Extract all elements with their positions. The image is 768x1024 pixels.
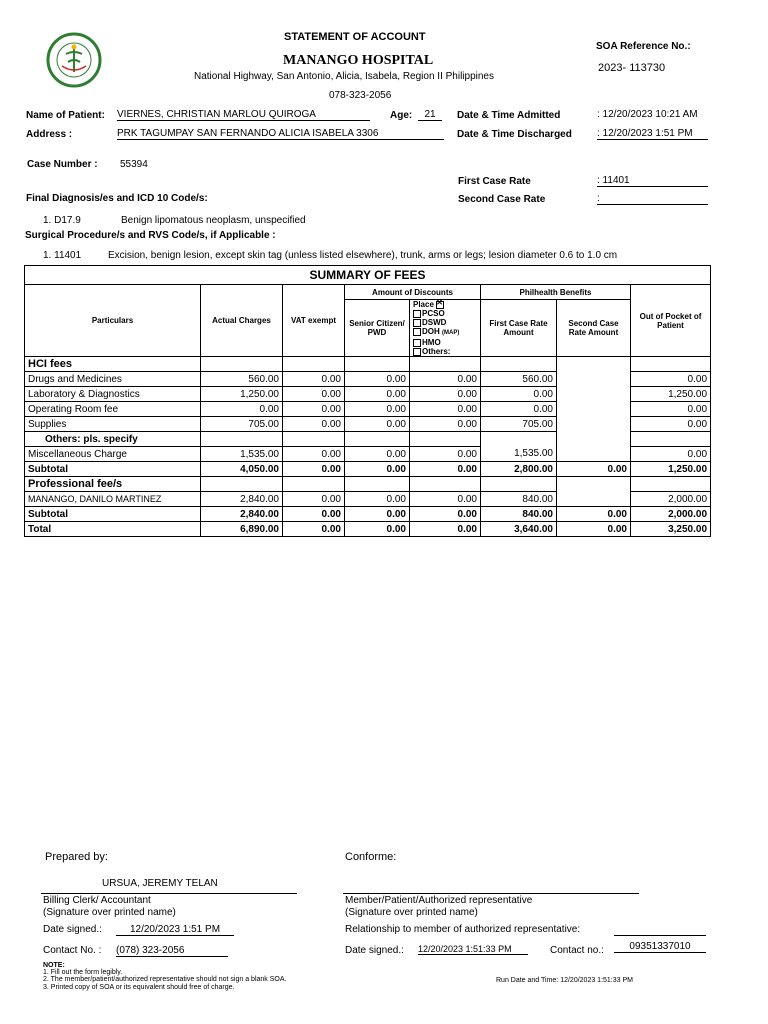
- patient-name-label: Name of Patient:: [26, 110, 105, 121]
- second-case-rate-value: :: [597, 193, 708, 205]
- conforme-label: Conforme:: [345, 851, 397, 863]
- fees-title: SUMMARY OF FEES: [25, 266, 711, 285]
- pcso-checkbox: [413, 310, 421, 318]
- col-first-case-rate: First Case Rate Amount: [481, 300, 557, 357]
- prepared-role: Billing Clerk/ Accountant: [43, 895, 151, 906]
- run-date: Run Date and Time: 12/20/2023 1:51:33 PM: [496, 977, 633, 984]
- conforme-signature-line: [343, 893, 639, 894]
- hci-fees-label: HCI fees: [25, 357, 201, 372]
- date-signed2-label: Date signed.:: [345, 945, 404, 956]
- date-signed-label: Date signed.:: [43, 924, 102, 935]
- pro-subtotal-row: Subtotal 2,840.00 0.00 0.00 0.00 840.00 0.00 2,000.00: [25, 507, 711, 522]
- others-checkbox: [413, 348, 421, 356]
- second-case-rate-label: Second Case Rate: [458, 194, 546, 205]
- table-row: Operating Room fee 0.00 0.00 0.00 0.00 0.00 0.00: [25, 402, 711, 417]
- soa-ref-label: SOA Reference No.:: [596, 41, 691, 52]
- col-amount-discounts: Amount of Discounts: [345, 285, 481, 300]
- table-row: Drugs and Medicines 560.00 0.00 0.00 0.00 560.00 0.00: [25, 372, 711, 387]
- diagnosis-label: Final Diagnosis/es and ICD 10 Code/s:: [26, 193, 208, 204]
- discharged-label: Date & Time Discharged: [457, 129, 572, 140]
- table-row: MANANGO, DANILO MARTINEZ 2,840.00 0.00 0.00 0.00 840.00 2,000.00: [25, 492, 711, 507]
- diagnosis-text: Benign lipomatous neoplasm, unspecified: [121, 215, 306, 226]
- prepared-signature-line: [41, 893, 297, 894]
- col-particulars: Particulars: [25, 285, 201, 357]
- admitted-label: Date & Time Admitted: [457, 110, 561, 121]
- soa-ref-value: 2023- 113730: [598, 62, 666, 74]
- case-number-value: 55394: [120, 159, 148, 170]
- surgical-label: Surgical Procedure/s and RVS Code/s, if Applicable :: [25, 230, 276, 241]
- member-label: Member/Patient/Authorized representative: [345, 895, 533, 906]
- case-number-label: Case Number :: [27, 159, 98, 170]
- date-signed-value: 12/20/2023 1:51 PM: [116, 924, 234, 936]
- age-value: 21: [418, 109, 442, 121]
- surgical-code: 1. 11401: [43, 250, 82, 261]
- note-2: 2. The member/patient/authorized representative should not sign a blank SOA.: [43, 976, 287, 983]
- col-out-of-pocket: Out of Pocket of Patient: [631, 285, 711, 357]
- statement-title: STATEMENT OF ACCOUNT: [284, 31, 426, 43]
- relationship-line: [614, 935, 706, 936]
- admitted-value: : 12/20/2023 10:21 AM: [597, 109, 698, 120]
- address-label: Address :: [26, 129, 73, 140]
- contact2-label: Contact no.:: [550, 945, 604, 956]
- total-row: Total 6,890.00 0.00 0.00 0.00 3,640.00 0.00 3,250.00: [25, 522, 711, 537]
- table-row: Miscellaneous Charge 1,535.00 0.00 0.00 0.00 1,535.00 0.00: [25, 447, 711, 462]
- col-philhealth: Philhealth Benefits: [481, 285, 631, 300]
- member-signature-note: (Signature over printed name): [345, 907, 478, 918]
- contact-value: (078) 323-2056: [116, 945, 228, 957]
- first-case-rate-label: First Case Rate: [458, 176, 531, 187]
- note-3: 3. Printed copy of SOA or its equivalent should free of charge.: [43, 984, 235, 991]
- note-label: NOTE:: [43, 962, 65, 969]
- col-place: Place ✕ PCSO DSWD DOH (MAP) HMO Others:: [410, 300, 481, 357]
- hospital-phone: 078-323-2056: [329, 90, 392, 101]
- prepared-by-label: Prepared by:: [45, 851, 108, 863]
- prepared-signature-note: (Signature over printed name): [43, 907, 176, 918]
- first-case-rate-value: : 11401: [597, 175, 708, 187]
- others-specify-label: Others: pls. specify: [25, 432, 201, 447]
- surgical-text: Excision, benign lesion, except skin tag (unless listed elsewhere), trunk, arms or legs; lesion diameter 0.6 to 1.0 cm: [108, 250, 618, 261]
- col-actual-charges: Actual Charges: [201, 285, 283, 357]
- hospital-name: MANANGO HOSPITAL: [283, 53, 434, 68]
- col-senior-pwd: Senior Citizen/ PWD: [345, 300, 410, 357]
- discharged-value: : 12/20/2023 1:51 PM: [597, 128, 708, 140]
- hospital-logo: [38, 32, 110, 88]
- address-value: PRK TAGUMPAY SAN FERNANDO ALICIA ISABELA 3306: [117, 128, 444, 140]
- relationship-label: Relationship to member of authorized representative:: [345, 924, 581, 935]
- prepared-name: URSUA, JEREMY TELAN: [102, 878, 218, 889]
- hmo-checkbox: [413, 339, 421, 347]
- age-label: Age:: [390, 110, 413, 121]
- professional-fees-label: Professional fee/s: [25, 477, 201, 492]
- col-vat-exempt: VAT exempt: [283, 285, 345, 357]
- contact2-value: 09351337010: [614, 941, 706, 953]
- table-row: Laboratory & Diagnostics 1,250.00 0.00 0.00 0.00 0.00 1,250.00: [25, 387, 711, 402]
- table-row: Supplies 705.00 0.00 0.00 0.00 705.00 0.00: [25, 417, 711, 432]
- note-1: 1. Fill out the form legibly.: [43, 969, 123, 976]
- col-second-case-rate: Second Case Rate Amount: [557, 300, 631, 357]
- dswd-checkbox: [413, 319, 421, 327]
- summary-of-fees-table: [24, 265, 711, 537]
- place-checkbox: [436, 301, 444, 309]
- contact-label: Contact No. :: [43, 945, 102, 956]
- patient-name-value: VIERNES, CHRISTIAN MARLOU QUIROGA: [117, 109, 370, 121]
- diagnosis-code: 1. D17.9: [43, 215, 81, 226]
- doh-checkbox: [413, 328, 421, 336]
- hospital-address: National Highway, San Antonio, Alicia, Isabela, Region II Philippines: [194, 71, 494, 82]
- date-signed2-value: 12/20/2023 1:51:33 PM: [418, 944, 528, 955]
- hci-subtotal-row: Subtotal 4,050.00 0.00 0.00 0.00 2,800.00 0.00 1,250.00: [25, 462, 711, 477]
